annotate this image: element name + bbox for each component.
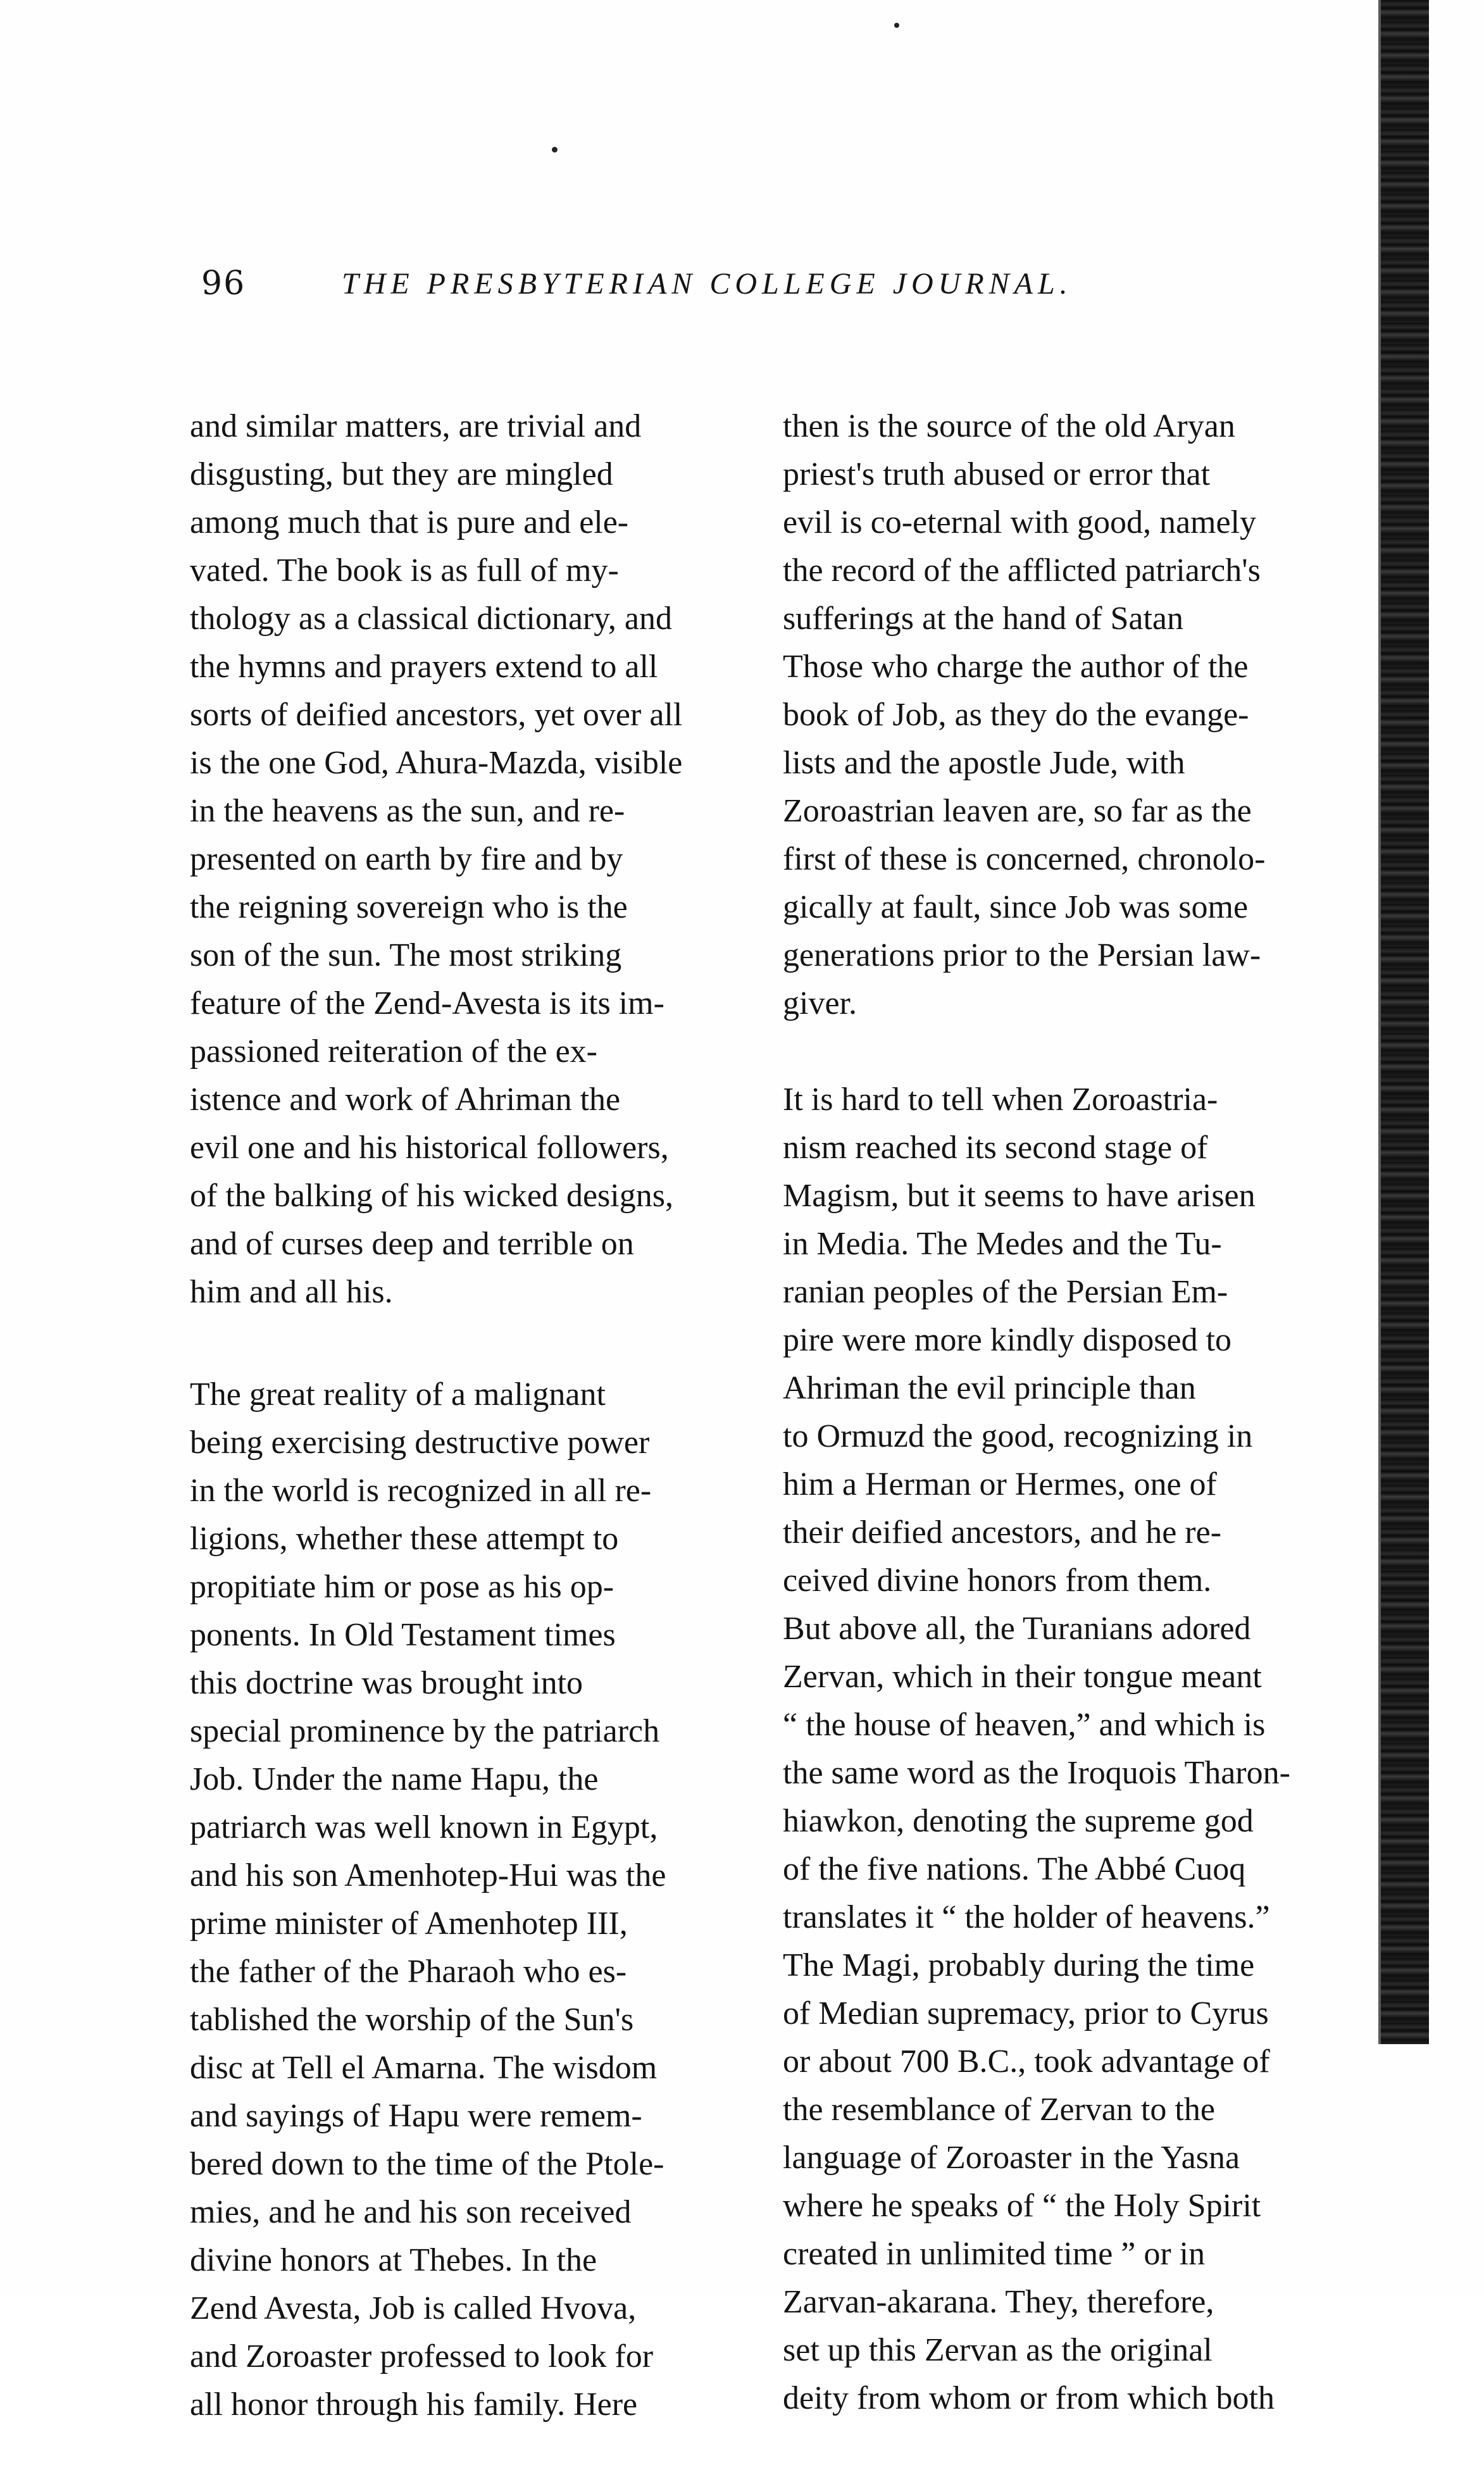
page-number: 96: [201, 265, 246, 303]
right-paragraph-2: It is hard to tell when Zoroastria- nism reached its second stage of Magism, but it seems to have arisen in Media. The Medes and the Tu- ranian peoples of the Persian Em- pire were more kindly disposed to Ahriman the evil principle than to Ormuzd the good, recognizing in him a Herman or Hermes, one of their deified ancestors, and he re- ceived divine honors from them. But above all, the Turanians adored Zervan, which in their tongue meant “ the house of heaven,” and which is the same word as the Iroquois Tharon- hiawkon, denoting the supreme god of the five nations. The Abbé Cuoq translates it “ the holder of heavens.” The Magi, probably during the time of Median supremacy, prior to Cyrus or about 700 B.C., took advantage of the resemblance of Zervan to the language of Zoroaster in the Yasna where he speaks of “ the Holy Spirit created in unlimited time ” or in Zarvan-akarana. They, therefore, set up this Zervan as the original deity from whom or from which both: [783, 1082, 1290, 2416]
running-title: THE PRESBYTERIAN COLLEGE JOURNAL.: [342, 267, 1073, 301]
left-paragraph-2: The great reality of a malignant being exercising destructive power in the world is recognized in all re- ligions, whether these attempt to propitiate him or pose as his op- ponents. In Old Testament times this doctrine was brought into special prominence by the patriarch Job. Under the name Hapu, the patriarch was well known in Egypt, and his son Amenhotep-Hui was the prime minister of Amenhotep III, the father of the Pharaoh who es- tablished the worship of the Sun's disc at Tell el Amarna. The wisdom and sayings of Hapu were remem- bered down to the time of the Ptole- mies, and he and his son received divine honors at Thebes. In the Zend Avesta, Job is called Hvova, and Zoroaster professed to look for all honor through his family. Here: [190, 1376, 666, 2423]
scan-edge-shadow: [1378, 0, 1429, 2044]
ink-speck: [894, 23, 899, 28]
ink-speck: [552, 147, 558, 153]
left-column: [190, 354, 750, 2477]
left-paragraph-1: and similar matters, are trivial and disgusting, but they are mingled among much that is pure and ele- vated. The book is as full of my- thology as a classical dictionary, and the hymns and prayers extend to all sorts of deified ancestors, yet over all is the one God, Ahura-Mazda, visible in the heavens as the sun, and re- presented on earth by fire and by the reigning sovereign who is the son of the sun. The most striking feature of the Zend-Avesta is its im- passioned reiteration of the ex- istence and work of Ahriman the evil one and his historical followers, of the balking of his wicked designs, and of curses deep and terrible on him and all his.: [190, 408, 683, 1310]
right-paragraph-1: then is the source of the old Aryan priest's truth abused or error that evil is co-eternal with good, namely the record of the afflicted patriarch's sufferings at the hand of Satan Those who charge the author of the book of Job, as they do the evange- lists and the apostle Jude, with Zoroastrian leaven are, so far as the first of these is concerned, chronolo- gically at fault, since Job was some generations prior to the Persian law- giver.: [783, 408, 1266, 1021]
right-column: [783, 354, 1343, 2471]
